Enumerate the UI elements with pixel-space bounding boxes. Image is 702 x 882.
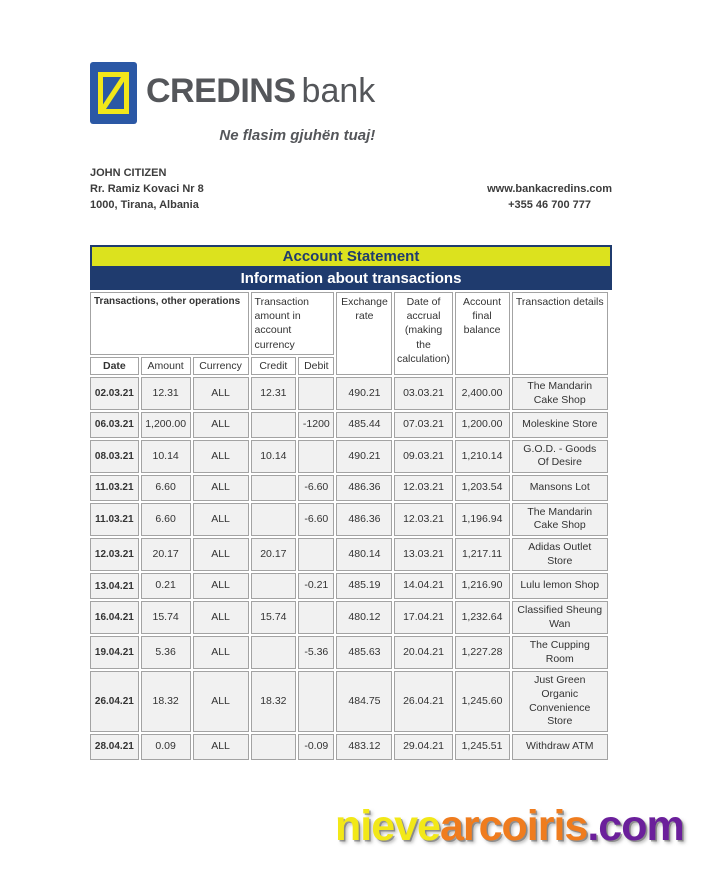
cell-amount: 20.17 — [141, 538, 191, 571]
cell-debit: -6.60 — [298, 503, 334, 536]
cell-exchange-rate: 484.75 — [336, 671, 392, 732]
cell-debit: -6.60 — [298, 475, 334, 501]
cell-amount: 5.36 — [141, 636, 191, 669]
cell-amount: 15.74 — [141, 601, 191, 634]
cell-balance: 1,245.51 — [455, 734, 510, 760]
cell-amount: 6.60 — [141, 475, 191, 501]
cell-amount: 0.21 — [141, 573, 191, 599]
transaction-row — [90, 412, 608, 438]
cell-credit — [251, 412, 297, 438]
transaction-row — [90, 503, 608, 536]
cell-date: 13.04.21 — [90, 573, 139, 599]
cell-exchange-rate: 483.12 — [336, 734, 392, 760]
cell-balance: 2,400.00 — [455, 377, 510, 410]
cell-amount: 1,200.00 — [141, 412, 191, 438]
cell-accrual-date: 12.03.21 — [394, 475, 452, 501]
header-transaction-details: Transaction details — [512, 292, 609, 375]
cell-details: Moleskine Store — [512, 412, 609, 438]
cell-date: 11.03.21 — [90, 503, 139, 536]
cell-credit: 20.17 — [251, 538, 297, 571]
subheader-currency: Currency — [193, 357, 249, 375]
bank-name — [146, 74, 375, 108]
cell-debit — [298, 377, 334, 410]
subheader-credit: Credit — [251, 357, 297, 375]
customer-address-line1: Rr. Ramiz Kovaci Nr 8 — [90, 183, 204, 195]
watermark-part-orange: arcoiris — [439, 802, 588, 850]
customer-address-line2: 1000, Tirana, Albania — [90, 199, 199, 211]
cell-accrual-date: 29.04.21 — [394, 734, 452, 760]
cell-exchange-rate: 486.36 — [336, 475, 392, 501]
cell-accrual-date: 20.04.21 — [394, 636, 452, 669]
cell-date: 11.03.21 — [90, 475, 139, 501]
header-account-final-balance: Account final balance — [455, 292, 510, 375]
cell-details: G.O.D. - Goods Of Desire — [512, 440, 609, 473]
subheader-amount: Amount — [141, 357, 191, 375]
cell-currency: ALL — [193, 440, 249, 473]
statement-title: Account Statement — [90, 245, 612, 268]
cell-details: Adidas Outlet Store — [512, 538, 609, 571]
cell-date: 19.04.21 — [90, 636, 139, 669]
cell-balance: 1,227.28 — [455, 636, 510, 669]
cell-balance: 1,216.90 — [455, 573, 510, 599]
transactions-table — [88, 290, 610, 762]
customer-name: JOHN CITIZEN — [90, 167, 167, 179]
cell-accrual-date: 03.03.21 — [394, 377, 452, 410]
customer-address-block — [90, 165, 204, 213]
cell-debit — [298, 440, 334, 473]
transaction-row — [90, 538, 608, 571]
cell-details: Just Green Organic Convenience Store — [512, 671, 609, 732]
cell-details: Withdraw ATM — [512, 734, 609, 760]
cell-debit: -5.36 — [298, 636, 334, 669]
cell-exchange-rate: 485.44 — [336, 412, 392, 438]
cell-date: 16.04.21 — [90, 601, 139, 634]
header-transactions-other-operations: Transactions, other operations — [90, 292, 249, 355]
cell-currency: ALL — [193, 412, 249, 438]
transaction-row — [90, 475, 608, 501]
cell-accrual-date: 12.03.21 — [394, 503, 452, 536]
transaction-row — [90, 671, 608, 732]
cell-accrual-date: 09.03.21 — [394, 440, 452, 473]
header-date-of-accrual: Date of accrual (making the calculation) — [394, 292, 452, 375]
watermark-part-purple: .com — [587, 802, 684, 850]
cell-credit — [251, 503, 297, 536]
cell-amount: 6.60 — [141, 503, 191, 536]
transaction-row — [90, 601, 608, 634]
transaction-row — [90, 573, 608, 599]
cell-debit: -0.09 — [298, 734, 334, 760]
cell-currency: ALL — [193, 377, 249, 410]
cell-debit: -0.21 — [298, 573, 334, 599]
cell-date: 26.04.21 — [90, 671, 139, 732]
cell-debit — [298, 538, 334, 571]
cell-accrual-date: 13.03.21 — [394, 538, 452, 571]
bank-website: www.bankacredins.com — [487, 183, 612, 195]
cell-balance: 1,245.60 — [455, 671, 510, 732]
bank-logo — [90, 62, 375, 144]
header-exchange-rate: Exchange rate — [336, 292, 392, 375]
bank-logo-row — [90, 62, 375, 124]
credins-logo-icon — [90, 62, 137, 124]
cell-balance: 1,210.14 — [455, 440, 510, 473]
cell-balance: 1,196.94 — [455, 503, 510, 536]
account-statement — [90, 245, 612, 762]
cell-details: The Mandarin Cake Shop — [512, 503, 609, 536]
watermark-part-yellow: nieve — [335, 802, 440, 850]
bank-contact-block — [487, 181, 612, 213]
cell-credit: 10.14 — [251, 440, 297, 473]
cell-details: Classified Sheung Wan — [512, 601, 609, 634]
cell-currency: ALL — [193, 734, 249, 760]
bank-name-light: bank — [301, 72, 376, 110]
cell-credit — [251, 475, 297, 501]
cell-currency: ALL — [193, 475, 249, 501]
cell-debit — [298, 601, 334, 634]
cell-date: 28.04.21 — [90, 734, 139, 760]
cell-credit: 12.31 — [251, 377, 297, 410]
cell-amount: 18.32 — [141, 671, 191, 732]
cell-debit — [298, 671, 334, 732]
statement-subtitle: Information about transactions — [90, 268, 612, 290]
cell-currency: ALL — [193, 601, 249, 634]
cell-exchange-rate: 485.19 — [336, 573, 392, 599]
transaction-row — [90, 636, 608, 669]
cell-date: 06.03.21 — [90, 412, 139, 438]
cell-accrual-date: 17.04.21 — [394, 601, 452, 634]
cell-amount: 10.14 — [141, 440, 191, 473]
cell-exchange-rate: 480.14 — [336, 538, 392, 571]
cell-amount: 0.09 — [141, 734, 191, 760]
cell-exchange-rate: 486.36 — [336, 503, 392, 536]
cell-amount: 12.31 — [141, 377, 191, 410]
cell-balance: 1,200.00 — [455, 412, 510, 438]
bank-tagline: Ne flasim gjuhën tuaj! — [219, 127, 376, 144]
watermark — [335, 802, 684, 851]
transaction-row — [90, 377, 608, 410]
cell-credit — [251, 573, 297, 599]
cell-currency: ALL — [193, 573, 249, 599]
cell-credit — [251, 734, 297, 760]
cell-accrual-date: 14.04.21 — [394, 573, 452, 599]
cell-exchange-rate: 480.12 — [336, 601, 392, 634]
transaction-row — [90, 440, 608, 473]
subheader-debit: Debit — [298, 357, 334, 375]
cell-exchange-rate: 485.63 — [336, 636, 392, 669]
header-transaction-amount: Transaction amount in account currency — [251, 292, 335, 355]
bank-name-bold: CREDINS — [146, 72, 296, 110]
cell-accrual-date: 26.04.21 — [394, 671, 452, 732]
cell-accrual-date: 07.03.21 — [394, 412, 452, 438]
cell-credit — [251, 636, 297, 669]
cell-details: The Cupping Room — [512, 636, 609, 669]
cell-date: 02.03.21 — [90, 377, 139, 410]
cell-credit: 18.32 — [251, 671, 297, 732]
cell-debit: -1200 — [298, 412, 334, 438]
cell-details: Mansons Lot — [512, 475, 609, 501]
cell-balance: 1,203.54 — [455, 475, 510, 501]
cell-currency: ALL — [193, 503, 249, 536]
transactions-body — [90, 377, 608, 760]
cell-exchange-rate: 490.21 — [336, 377, 392, 410]
cell-details: Lulu lemon Shop — [512, 573, 609, 599]
cell-date: 12.03.21 — [90, 538, 139, 571]
cell-credit: 15.74 — [251, 601, 297, 634]
cell-currency: ALL — [193, 671, 249, 732]
cell-balance: 1,217.11 — [455, 538, 510, 571]
cell-balance: 1,232.64 — [455, 601, 510, 634]
bank-phone: +355 46 700 777 — [508, 199, 591, 211]
cell-details: The Mandarin Cake Shop — [512, 377, 609, 410]
cell-exchange-rate: 490.21 — [336, 440, 392, 473]
subheader-date: Date — [90, 357, 139, 375]
transaction-row — [90, 734, 608, 760]
cell-date: 08.03.21 — [90, 440, 139, 473]
cell-currency: ALL — [193, 636, 249, 669]
cell-currency: ALL — [193, 538, 249, 571]
